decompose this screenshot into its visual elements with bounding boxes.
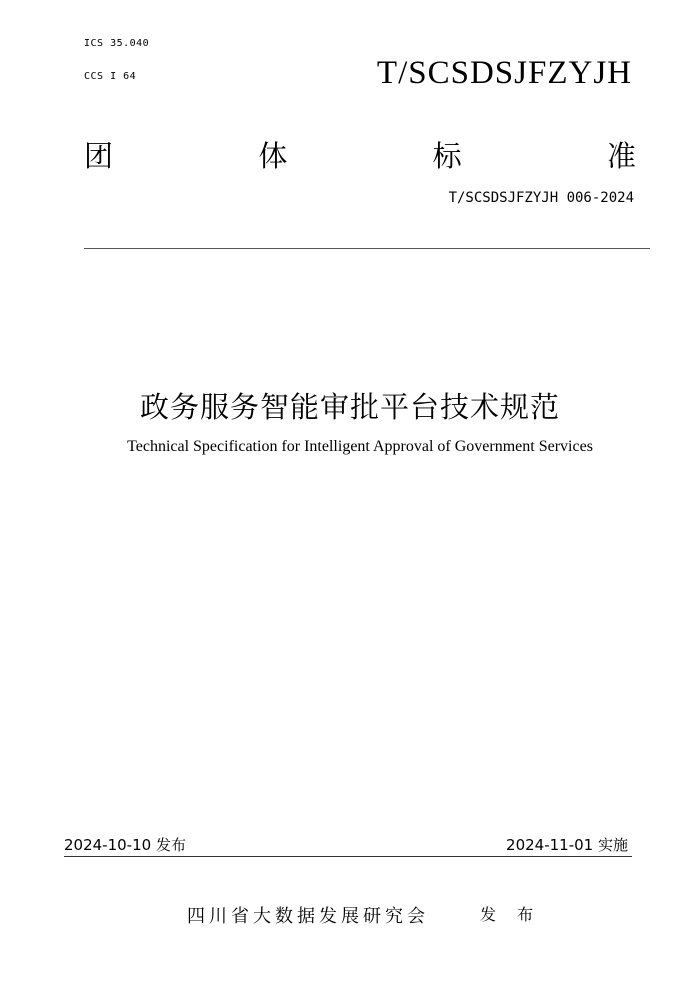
standard-type-char: 标: [432, 139, 462, 173]
footer-divider: [64, 856, 632, 857]
implementation-date: 2024-11-01 实施: [506, 836, 628, 854]
header-divider: [84, 248, 650, 249]
document-title-english: Technical Specification for Intelligent Approval of Government Services: [127, 438, 593, 455]
publisher-name: 四川省大数据发展研究会: [187, 906, 429, 927]
standard-type-char: 团: [84, 139, 114, 173]
publish-date: 2024-10-10 发布: [64, 836, 186, 854]
standard-type-char: 体: [258, 139, 288, 173]
organization-code: T/SCSDSJFZYJH: [376, 55, 632, 91]
ics-code: ICS 35.040: [84, 38, 150, 49]
document-title-chinese: 政务服务智能审批平台技术规范: [139, 390, 560, 424]
standard-type-heading: [84, 134, 636, 175]
publish-label: 发 布: [480, 905, 542, 924]
standard-type-char: 准: [606, 139, 636, 173]
standard-number: T/SCSDSJFZYJH 006-2024: [448, 190, 634, 206]
ccs-code: CCS I 64: [84, 71, 137, 82]
